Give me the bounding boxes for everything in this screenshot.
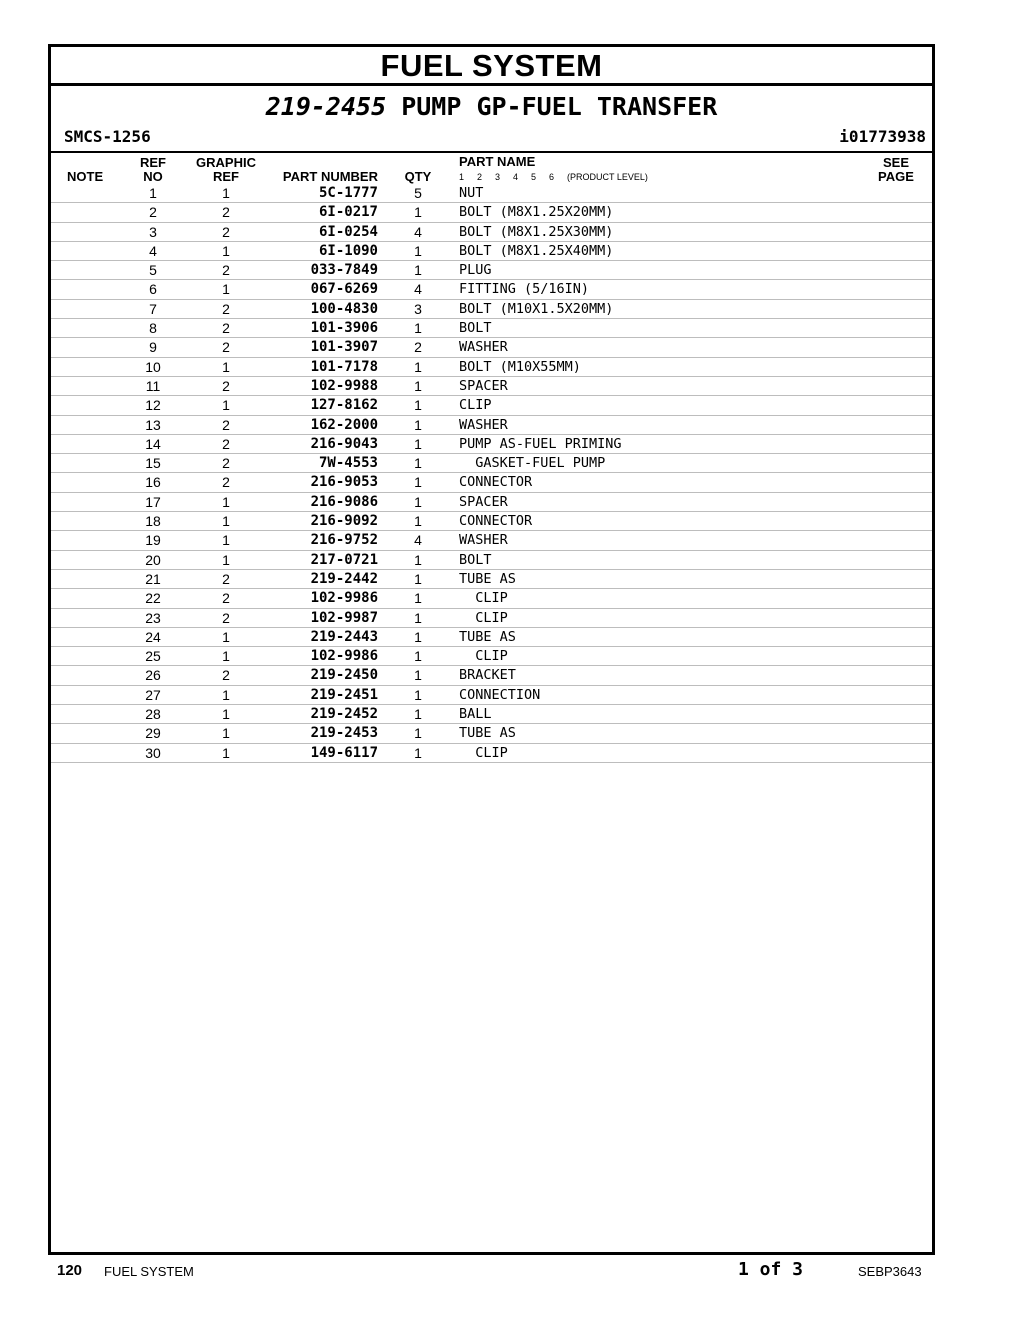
col-graphic-bottom: REF [213,169,239,184]
ref-no: 11 [145,377,161,394]
quantity: 1 [414,493,422,510]
quantity: 1 [414,320,422,337]
table-row [51,686,932,705]
table-row [51,435,932,454]
quantity: 1 [414,435,422,452]
quantity: 4 [414,223,422,240]
col-see-top: SEE [882,155,909,170]
graphic-ref: 1 [222,358,230,375]
ref-no: 21 [145,570,161,587]
ref-no: 7 [149,300,157,317]
part-number: 033-7849 [310,262,378,279]
part-number: 162-2000 [310,416,378,433]
graphic-ref: 1 [222,686,230,703]
ref-no: 30 [145,744,161,761]
ref-no: 2 [149,204,157,221]
part-name: TUBE AS [459,725,516,742]
ref-no: 4 [149,242,157,259]
part-number: 067-6269 [310,281,378,298]
ref-no: 29 [145,725,161,742]
part-name: CONNECTOR [459,513,533,530]
part-number: 217-0721 [310,551,378,568]
graphic-ref: 1 [222,725,230,742]
level-5: 5 [531,172,537,182]
table-row [51,512,932,531]
quantity: 1 [414,570,422,587]
quantity: 1 [414,416,422,433]
group-part-number: 219-2455 [265,92,387,121]
graphic-ref: 1 [222,493,230,510]
part-number: 102-9986 [310,590,378,607]
group-description: PUMP GP-FUEL TRANSFER [401,92,718,121]
part-name: SPACER [459,493,508,510]
quantity: 1 [414,242,422,259]
part-name: TUBE AS [459,628,516,645]
table-row [51,223,932,242]
table-row [51,377,932,396]
graphic-ref: 1 [222,513,230,530]
quantity: 3 [414,300,422,317]
table-row [51,473,932,492]
graphic-ref: 2 [222,339,230,356]
part-name: WASHER [459,416,508,433]
part-number: 216-9092 [310,513,378,530]
graphic-ref: 1 [222,744,230,761]
part-number: 102-9988 [310,377,378,394]
ref-no: 15 [145,455,161,472]
part-name: CLIP [459,648,508,665]
part-name: FITTING (5/16IN) [459,281,590,298]
quantity: 1 [414,609,422,626]
part-name: PUMP AS-FUEL PRIMING [459,435,622,452]
quantity: 2 [414,339,422,356]
part-name: BOLT [459,320,492,337]
illustration-id: i01773938 [839,127,926,146]
part-number: 6I-0254 [318,223,378,240]
ref-no: 24 [145,628,161,645]
part-number: 219-2450 [310,667,378,684]
page-footer [0,1258,1020,1288]
page-title: FUEL SYSTEM [51,47,932,86]
page-of: 1 of 3 [738,1259,804,1280]
part-number: 216-9053 [310,474,378,491]
table-row [51,493,932,512]
graphic-ref: 2 [222,570,230,587]
quantity: 4 [414,281,422,298]
col-ref-bottom: NO [143,169,163,184]
ref-no: 3 [149,223,157,240]
part-name: BOLT (M10X55MM) [459,358,581,375]
part-number: 149-6117 [310,744,378,761]
graphic-ref: 2 [222,667,230,684]
part-name: BOLT (M8X1.25X20MM) [459,204,614,221]
ref-no: 14 [145,435,161,452]
graphic-ref: 1 [222,648,230,665]
part-name: BALL [459,706,492,723]
table-row [51,609,932,628]
quantity: 1 [414,744,422,761]
part-number: 7W-4553 [318,455,378,472]
part-number: 127-8162 [310,397,378,414]
level-3: 3 [495,172,501,182]
quantity: 1 [414,706,422,723]
part-name: BOLT [459,551,492,568]
table-row [51,551,932,570]
part-name: WASHER [459,532,508,549]
ref-no: 18 [145,513,161,530]
ref-no: 1 [149,185,157,201]
table-row [51,570,932,589]
ref-no: 25 [145,648,161,665]
quantity: 1 [414,513,422,530]
col-note: NOTE [67,169,104,184]
table-row [51,358,932,377]
part-number: 6I-1090 [318,242,378,259]
table-row [51,319,932,338]
graphic-ref: 2 [222,474,230,491]
quantity: 1 [414,667,422,684]
part-name: CLIP [459,609,508,626]
ref-no: 5 [149,262,157,279]
table-row [51,338,932,357]
table-row [51,261,932,280]
part-number: 219-2442 [310,570,378,587]
graphic-ref: 2 [222,435,230,452]
level-2: 2 [477,172,483,182]
ref-no: 23 [145,609,161,626]
part-name: BOLT (M10X1.5X20MM) [459,300,614,317]
ref-no: 8 [149,320,157,337]
part-name: BOLT (M8X1.25X40MM) [459,242,614,259]
table-row [51,628,932,647]
table-row [51,744,932,763]
level-1: 1 [459,172,465,182]
level-4: 4 [513,172,519,182]
ref-no: 27 [145,686,161,703]
table-row [51,203,932,222]
graphic-ref: 1 [222,532,230,549]
table-row [51,454,932,473]
ref-no: 26 [145,667,161,684]
quantity: 1 [414,377,422,394]
part-name: TUBE AS [459,570,516,587]
graphic-ref: 1 [222,185,230,201]
table-row [51,184,932,203]
graphic-ref: 2 [222,609,230,626]
part-name: CLIP [459,744,508,761]
col-graphic-top: GRAPHIC [196,155,256,170]
ref-no: 28 [145,706,161,723]
quantity: 1 [414,725,422,742]
part-name: PLUG [459,262,492,279]
part-name: CONNECTOR [459,474,533,491]
quantity: 1 [414,474,422,491]
graphic-ref: 2 [222,377,230,394]
graphic-ref: 2 [222,223,230,240]
col-part-number: PART NUMBER [282,169,378,184]
quantity: 1 [414,628,422,645]
part-number: 216-9043 [310,435,378,452]
quantity: 1 [414,455,422,472]
part-name: GASKET-FUEL PUMP [459,455,606,472]
part-name: SPACER [459,377,508,394]
graphic-ref: 1 [222,628,230,645]
part-number: 102-9986 [310,648,378,665]
part-number: 219-2453 [310,725,378,742]
part-number: 219-2452 [310,706,378,723]
ref-no: 12 [145,397,161,414]
part-name: WASHER [459,339,508,356]
group-title [51,89,932,125]
document-number: SEBP3643 [858,1264,922,1279]
part-name: BOLT (M8X1.25X30MM) [459,223,614,240]
table-row [51,705,932,724]
col-ref-top: REF [140,155,166,170]
table-row [51,416,932,435]
ref-no: 6 [149,281,157,298]
table-row [51,531,932,550]
part-number: 219-2443 [310,628,378,645]
graphic-ref: 1 [222,397,230,414]
part-name: CLIP [459,590,508,607]
quantity: 1 [414,204,422,221]
quantity: 1 [414,358,422,375]
quantity: 1 [414,551,422,568]
header-divider [51,151,932,153]
quantity: 1 [414,590,422,607]
product-level-label: (PRODUCT LEVEL) [567,172,648,182]
part-number: 101-3907 [310,339,378,356]
part-number: 6I-0217 [318,204,378,221]
part-number: 102-9987 [310,609,378,626]
table-row [51,280,932,299]
smcs-code: SMCS-1256 [64,127,151,146]
table-row [51,666,932,685]
graphic-ref: 2 [222,416,230,433]
graphic-ref: 2 [222,455,230,472]
part-number: 100-4830 [310,300,378,317]
graphic-ref: 1 [222,281,230,298]
table-row [51,724,932,743]
graphic-ref: 2 [222,320,230,337]
ref-no: 10 [145,358,161,375]
ref-no: 16 [145,474,161,491]
ref-no: 22 [145,590,161,607]
table-row [51,300,932,319]
parts-list [51,184,932,763]
quantity: 1 [414,262,422,279]
quantity: 1 [414,397,422,414]
quantity: 4 [414,532,422,549]
quantity: 1 [414,686,422,703]
graphic-ref: 1 [222,706,230,723]
table-row [51,396,932,415]
part-number: 101-3906 [310,320,378,337]
quantity: 5 [414,185,422,201]
table-row [51,589,932,608]
quantity: 1 [414,648,422,665]
footer-section: FUEL SYSTEM [104,1264,194,1279]
part-number: 219-2451 [310,686,378,703]
table-row [51,242,932,261]
graphic-ref: 1 [222,242,230,259]
level-6: 6 [549,172,555,182]
part-name: BRACKET [459,667,516,684]
page-frame [48,44,935,1255]
graphic-ref: 2 [222,262,230,279]
ref-no: 17 [145,493,161,510]
part-name: NUT [459,185,484,201]
part-number: 101-7178 [310,358,378,375]
col-see-bottom: PAGE [878,169,914,184]
col-part-name: PART NAME [459,154,536,169]
ref-no: 19 [145,532,161,549]
part-name: CONNECTION [459,686,541,703]
graphic-ref: 2 [222,204,230,221]
graphic-ref: 2 [222,590,230,607]
ref-no: 13 [145,416,161,433]
part-number: 216-9086 [310,493,378,510]
ref-no: 9 [149,339,157,356]
page-number: 120 [57,1262,83,1279]
col-qty: QTY [404,169,432,184]
part-number: 5C-1777 [318,185,378,201]
graphic-ref: 2 [222,300,230,317]
graphic-ref: 1 [222,551,230,568]
part-number: 216-9752 [310,532,378,549]
table-row [51,647,932,666]
ref-no: 20 [145,551,161,568]
part-name: CLIP [459,397,492,414]
